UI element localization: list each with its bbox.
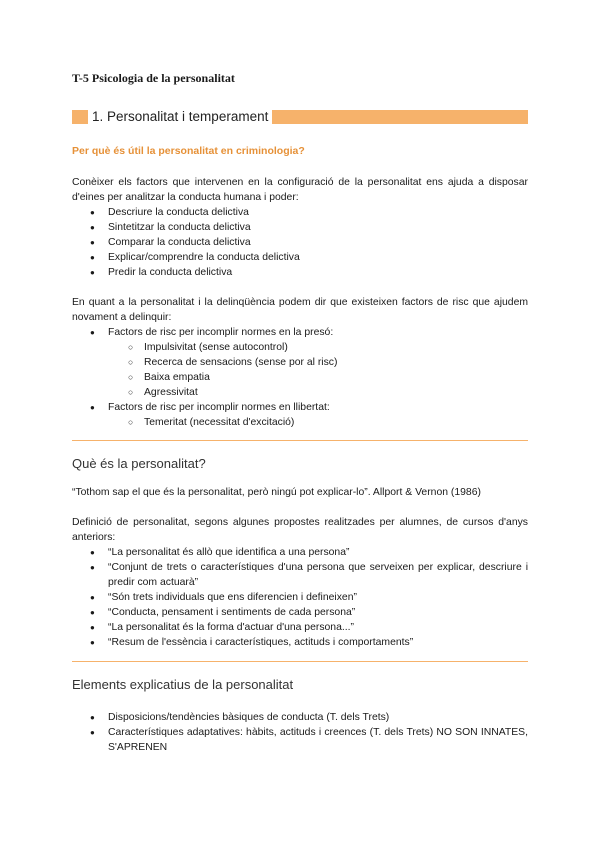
list-item: ○ Baixa empatia [108, 370, 528, 385]
heading-highlight-left [72, 110, 88, 124]
list-item: ○ Temeritat (necessitat d'excitació) [108, 415, 528, 430]
section1-intro: Conèixer els factors que intervenen en la configuració de la personalitat ens ajuda a disposar d'eines per analitzar la conducta humana i poder: [72, 177, 528, 203]
list-item: ○ Agressivitat [108, 385, 528, 400]
section1-heading: 1. Personalitat i temperament [92, 109, 269, 124]
list-item: ● Predir la conducta delictiva [72, 265, 528, 280]
section-divider [72, 440, 528, 441]
section1-question: Per què és útil la personalitat en criminologia? [72, 145, 305, 157]
document-page [72, 70, 528, 755]
list-item: ○ Recerca de sensacions (sense por al risc) [108, 355, 528, 370]
definitions-list [72, 545, 528, 650]
risk-prison-item [72, 325, 528, 400]
risk-intro: En quant a la personalitat i la delinqüència podem dir que existeixen factors de risc que ajudem novament a delinquir: [72, 297, 528, 323]
elements-list [72, 710, 528, 755]
risk-freedom-label: Factors de risc per incomplir normes en llibertat: [108, 402, 330, 413]
list-item: ● “La personalitat és allò que identifica a una persona” [72, 545, 528, 560]
section-heading-bar [72, 108, 528, 125]
list-item: ● “La personalitat és la forma d'actuar d'una persona...” [72, 620, 528, 635]
heading-highlight-right [272, 110, 528, 124]
risk-freedom-sublist [108, 415, 528, 430]
list-item: ● Comparar la conducta delictiva [72, 235, 528, 250]
personality-quote: “Tothom sap el que és la personalitat, però ningú pot explicar-lo”. Allport & Vernon (1986) [72, 487, 481, 498]
purpose-list [72, 205, 528, 280]
risk-freedom-item [72, 400, 528, 430]
list-item: ● Descriure la conducta delictiva [72, 205, 528, 220]
section3-heading: Elements explicatius de la personalitat [72, 677, 294, 692]
list-item: ● Sintetitzar la conducta delictiva [72, 220, 528, 235]
list-item: ● Disposicions/tendències bàsiques de conducta (T. dels Trets) [72, 710, 528, 725]
definitions-intro: Definició de personalitat, segons algunes propostes realitzades per alumnes, de cursos d'anys anteriors: [72, 517, 528, 543]
risk-factors-list [72, 325, 528, 430]
section-divider [72, 661, 528, 662]
list-item: ● Explicar/comprendre la conducta delictiva [72, 250, 528, 265]
list-item: ● “Resum de l'essència i característiques, actituds i comportaments” [72, 635, 528, 650]
list-item: ● “Conjunt de trets o característiques d'una persona que serveixen per explicar, descriure i predir com actuarà” [72, 560, 528, 590]
risk-prison-label: Factors de risc per incomplir normes en la presó: [108, 327, 334, 338]
list-item: ○ Impulsivitat (sense autocontrol) [108, 340, 528, 355]
list-item: ● Característiques adaptatives: hàbits, actituds i creences (T. dels Trets) NO SON INNATES, S'APRENEN [72, 725, 528, 755]
risk-prison-sublist [108, 340, 528, 400]
document-title: T-5 Psicologia de la personalitat [72, 71, 235, 85]
list-item: ● “Conducta, pensament i sentiments de cada persona” [72, 605, 528, 620]
section2-heading: Què és la personalitat? [72, 456, 206, 471]
list-item: ● “Són trets individuals que ens diferencien i defineixen” [72, 590, 528, 605]
